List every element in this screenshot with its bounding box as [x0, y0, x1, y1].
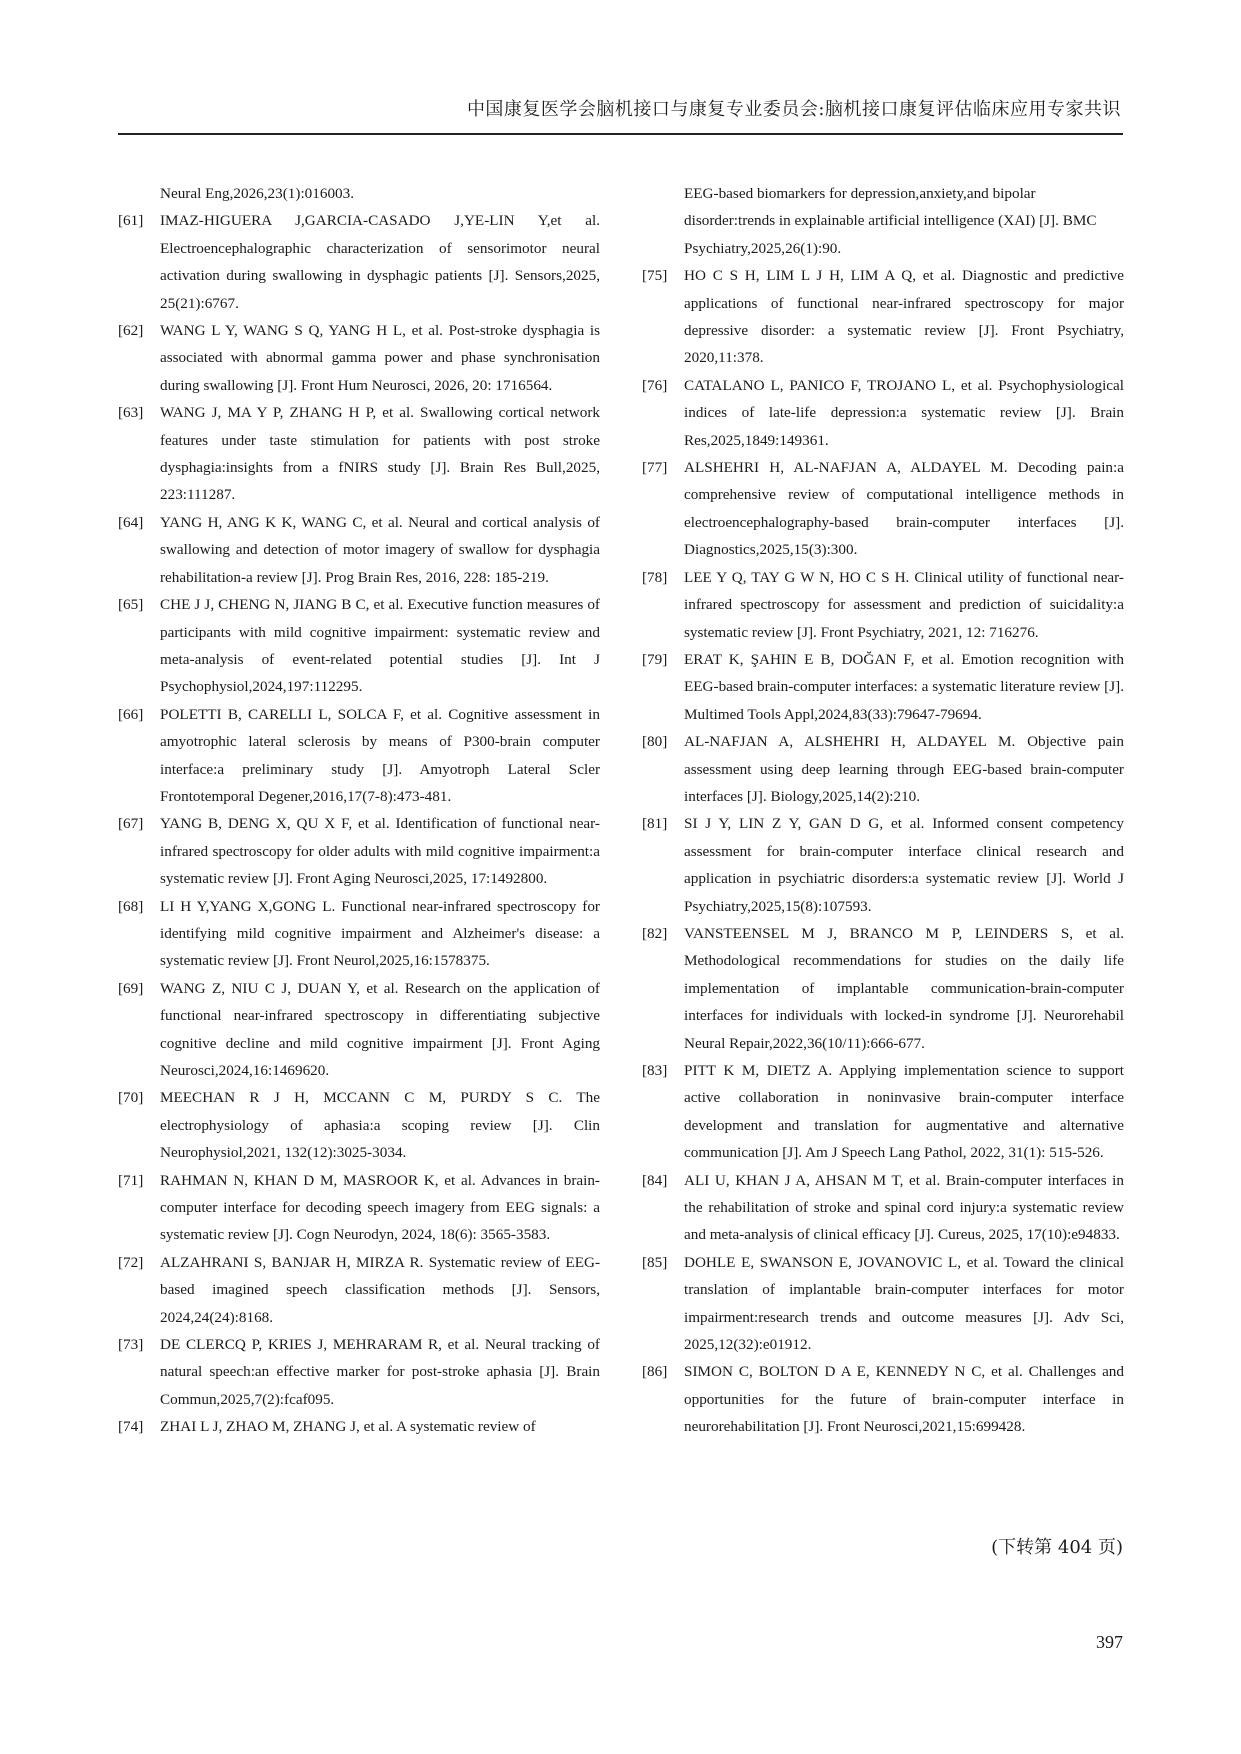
reference-text: CATALANO L, PANICO F, TROJANO L, et al. Psychophysiological indices of late-life depression:a systematic review [J]. Brain Res,2025,1849:149361.	[684, 376, 1124, 449]
reference-item	[118, 1084, 600, 1166]
reference-item	[642, 564, 1124, 646]
reference-number: [62]	[118, 322, 144, 340]
reference-item	[642, 262, 1124, 372]
reference-number: [86]	[642, 1363, 668, 1381]
reference-number: [80]	[642, 733, 668, 751]
reference-item	[118, 317, 600, 399]
reference-number: [77]	[642, 459, 668, 477]
reference-text: SIMON C, BOLTON D A E, KENNEDY N C, et al. Challenges and opportunities for the future of brain-computer interface in neurorehabilitation [J]. Front Neurosci,2021,15:699428.	[684, 1363, 1124, 1436]
reference-list-right	[642, 262, 1124, 1440]
reference-item	[642, 1249, 1124, 1359]
reference-text: AL-NAFJAN A, ALSHEHRI H, ALDAYEL M. Objective pain assessment using deep learning through EEG-based brain-computer interfaces [J]. Biology,2025,14(2):210.	[684, 733, 1124, 805]
reference-list-left	[118, 207, 600, 1440]
reference-text: LI H Y,YANG X,GONG L. Functional near-infrared spectroscopy for identifying mild cognitive impairment and Alzheimer's disease: a systematic review [J]. Front Neurol,2025,16:1578375.	[160, 897, 600, 970]
reference-number: [74]	[118, 1418, 144, 1436]
reference-number: [82]	[642, 924, 668, 942]
reference-text: ZHAI L J, ZHAO M, ZHANG J, et al. A systematic review of	[160, 1418, 536, 1436]
reference-number: [67]	[118, 815, 144, 833]
reference-item	[118, 509, 600, 591]
reference-text: LEE Y Q, TAY G W N, HO C S H. Clinical utility of functional near-infrared spectroscopy for assessment and prediction of suicidality:a systematic review [J]. Front Psychiatry, 2021, 12: 716276.	[684, 568, 1124, 641]
reference-item	[118, 591, 600, 701]
reference-number: [83]	[642, 1062, 668, 1079]
reference-number: [75]	[642, 267, 668, 285]
reference-text: DE CLERCQ P, KRIES J, MEHRARAM R, et al. Neural tracking of natural speech:an effective marker for post-stroke aphasia [J]. Brain Commun,2025,7(2):fcaf095.	[160, 1336, 600, 1408]
reference-item	[118, 399, 600, 509]
reference-item	[118, 893, 600, 975]
reference-text: YANG B, DENG X, QU X F, et al. Identification of functional near-infrared spectroscopy for older adults with mild cognitive impairment:a systematic review [J]. Front Aging Neurosci,2025, 17:1492800.	[160, 815, 600, 888]
reference-text: ERAT K, ŞAHIN E B, DOĞAN F, et al. Emotion recognition with EEG-based brain-computer interfaces: a systematic literature review [J]. Multimed Tools Appl,2024,83(33):79647-79694.	[684, 650, 1124, 723]
reference-item	[642, 1167, 1124, 1249]
reference-item	[642, 646, 1124, 728]
reference-number: [78]	[642, 568, 668, 586]
page-number: 397	[1096, 1632, 1123, 1652]
continued-note: (下转第 404 页)	[991, 1537, 1123, 1558]
reference-text: ALZAHRANI S, BANJAR H, MIRZA R. Systematic review of EEG-based imagined speech classification methods [J]. Sensors, 2024,24(24):8168.	[160, 1253, 600, 1326]
reference-text: YANG H, ANG K K, WANG C, et al. Neural and cortical analysis of swallowing and detection of motor imagery of swallow for dysphagia rehabilitation-a review [J]. Prog Brain Res, 2016, 228: 185-219.	[160, 513, 600, 586]
reference-item	[642, 1358, 1124, 1440]
reference-item	[118, 1331, 600, 1413]
reference-item	[642, 728, 1124, 810]
reference-number: [84]	[642, 1171, 668, 1189]
reference-number: [81]	[642, 815, 668, 833]
reference-number: [70]	[118, 1089, 144, 1107]
reference-item	[118, 1413, 600, 1440]
reference-number: [64]	[118, 513, 144, 531]
reference-text: VANSTEENSEL M J, BRANCO M P, LEINDERS S, et al. Methodological recommendations for studies on the daily life implementation of implantable communication-brain-computer interfaces for individuals with locked-in syndrome [J]. Neurorehabil Neural Repair,2022,36(10/11):666-677.	[684, 924, 1124, 1052]
right-column	[642, 180, 1124, 1441]
running-header: 中国康复医学会脑机接口与康复专业委员会:脑机接口康复评估临床应用专家共识	[466, 99, 1121, 120]
reference-item	[118, 207, 600, 317]
reference-continuation: Neural Eng,2026,23(1):016003.	[160, 185, 355, 202]
reference-item	[118, 1249, 600, 1331]
left-column	[118, 180, 600, 1441]
reference-continuation: EEG-based biomarkers for depression,anxiety,and bipolar disorder:trends in explainable artificial intelligence (XAI) [J]. BMC Psychiatry,2025,26(1):90.	[684, 185, 1097, 257]
reference-text: POLETTI B, CARELLI L, SOLCA F, et al. Cognitive assessment in amyotrophic lateral sclerosis by means of P300-brain computer interface:a preliminary study [J]. Amyotroph Lateral Scler Frontotemporal Degener,2016,17(7-8):473-481.	[160, 705, 600, 805]
reference-item	[118, 810, 600, 892]
reference-text: ALI U, KHAN J A, AHSAN M T, et al. Brain-computer interfaces in the rehabilitation of stroke and spinal cord injury:a systematic review and meta-analysis of clinical efficacy [J]. Cureus, 2025, 17(10):e94833.	[684, 1171, 1124, 1244]
reference-number: [65]	[118, 596, 144, 614]
reference-item	[118, 975, 600, 1085]
reference-text: RAHMAN N, KHAN D M, MASROOR K, et al. Advances in brain-computer interface for decoding speech imagery from EEG signals: a systematic review [J]. Cogn Neurodyn, 2024, 18(6): 3565-3583.	[160, 1171, 600, 1244]
reference-number: [61]	[118, 212, 144, 230]
reference-number: [66]	[118, 705, 144, 723]
reference-number: [72]	[118, 1253, 144, 1271]
reference-number: [79]	[642, 650, 668, 668]
reference-text: WANG J, MA Y P, ZHANG H P, et al. Swallowing cortical network features under taste stimulation for patients with post stroke dysphagia:insights from a fNIRS study [J]. Brain Res Bull,2025, 223:111287.	[160, 404, 600, 504]
reference-number: [76]	[642, 376, 668, 394]
reference-text: DOHLE E, SWANSON E, JOVANOVIC L, et al. Toward the clinical translation of implantable brain-computer interfaces for motor impairment:research trends and outcome measures [J]. Adv Sci, 2025,12(32):e01912.	[684, 1253, 1124, 1354]
reference-text: CHE J J, CHENG N, JIANG B C, et al. Executive function measures of participants with mild cognitive impairment: systematic review and meta-analysis of event-related potential studies [J]. Int J Psychophysiol,2024,197:112295.	[160, 596, 600, 696]
reference-item	[642, 454, 1124, 564]
reference-number: [69]	[118, 979, 144, 997]
reference-number: [85]	[642, 1253, 668, 1271]
reference-item	[118, 701, 600, 811]
reference-text: WANG Z, NIU C J, DUAN Y, et al. Research on the application of functional near-infrared spectroscopy in differentiating subjective cognitive decline and mild cognitive impairment [J]. Front Aging Neurosci,2024,16:1469620.	[160, 979, 600, 1079]
reference-item	[118, 1167, 600, 1249]
reference-item	[642, 920, 1124, 1057]
reference-text: IMAZ-HIGUERA J,GARCIA-CASADO J,YE-LIN Y,et al. Electroencephalographic characterization of sensorimotor neural activation during swallowing in dysphagic patients [J]. Sensors,2025, 25(21):6767.	[160, 212, 600, 312]
header-rule	[118, 133, 1123, 135]
reference-number: [73]	[118, 1336, 144, 1354]
reference-text: PITT K M, DIETZ A. Applying implementation science to support active collaboration in noninvasive brain-computer interface development and translation for augmentative and alternative communication [J]. Am J Speech Lang Pathol, 2022, 31(1): 515-526.	[684, 1062, 1124, 1162]
reference-number: [71]	[118, 1171, 144, 1189]
reference-text: MEECHAN R J H, MCCANN C M, PURDY S C. The electrophysiology of aphasia:a scoping review [J]. Clin Neurophysiol,2021, 132(12):3025-3034.	[160, 1089, 600, 1162]
reference-text: WANG L Y, WANG S Q, YANG H L, et al. Post-stroke dysphagia is associated with abnormal gamma power and phase synchronisation during swallowing [J]. Front Hum Neurosci, 2026, 20: 1716564.	[160, 322, 600, 394]
reference-item	[642, 1057, 1124, 1167]
reference-text: SI J Y, LIN Z Y, GAN D G, et al. Informed consent competency assessment for brain-computer interface clinical research and application in psychiatric disorders:a systematic review [J]. World J Psychiatry,2025,15(8):107593.	[684, 815, 1124, 915]
reference-item	[642, 372, 1124, 454]
reference-number: [68]	[118, 897, 144, 915]
reference-text: HO C S H, LIM L J H, LIM A Q, et al. Diagnostic and predictive applications of functional near-infrared spectroscopy for major depressive disorder: a systematic review [J]. Front Psychiatry, 2020,11:378.	[684, 267, 1124, 367]
reference-text: ALSHEHRI H, AL-NAFJAN A, ALDAYEL M. Decoding pain:a comprehensive review of computational intelligence methods in electroencephalography-based brain-computer interfaces [J]. Diagnostics,2025,15(3):300.	[684, 459, 1124, 559]
reference-item	[642, 810, 1124, 920]
reference-number: [63]	[118, 404, 144, 422]
